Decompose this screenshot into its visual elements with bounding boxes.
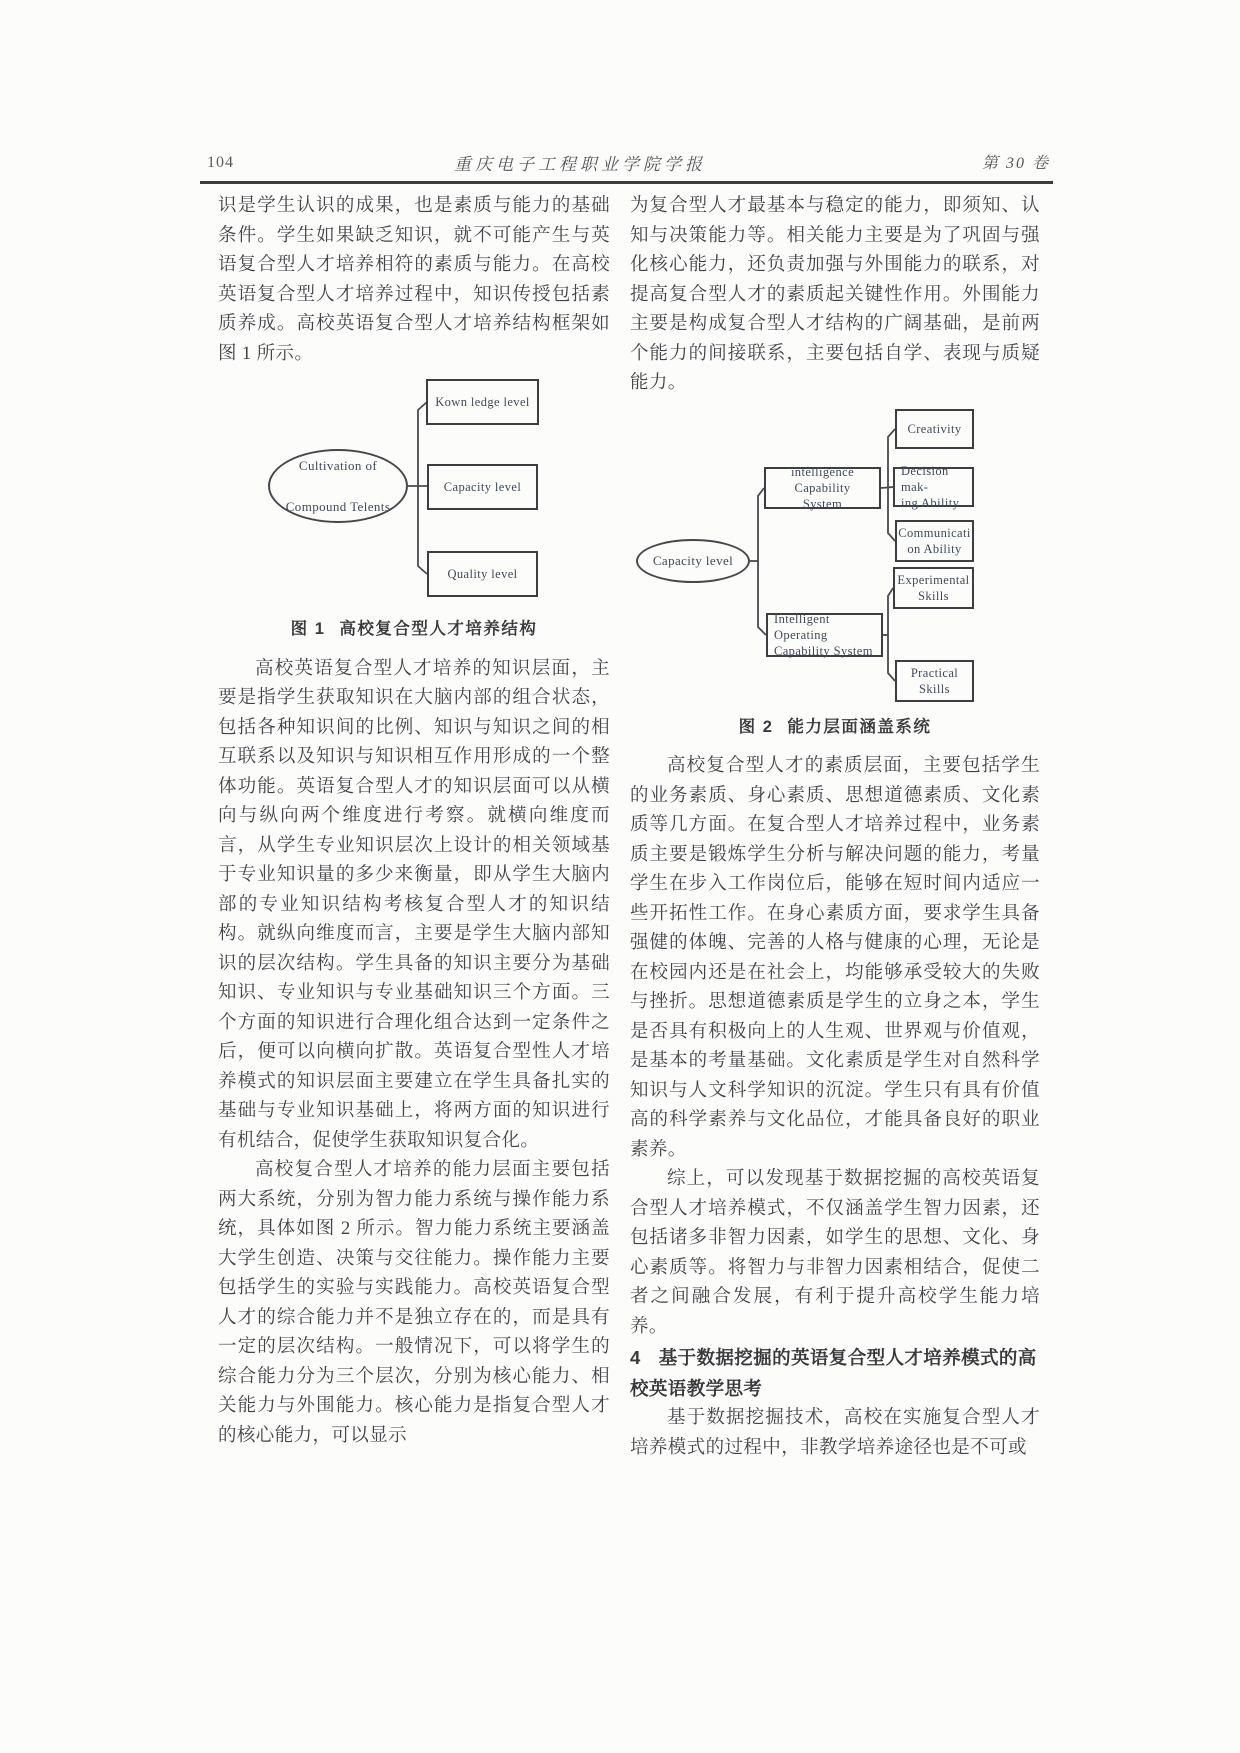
figure1-box-knowledge-level: Kown ledge level — [426, 379, 539, 425]
figure2-caption-text: 能力层面涵盖系统 — [787, 717, 932, 736]
right-column — [630, 192, 1040, 1463]
figure1-caption-text: 高校复合型人才培养结构 — [339, 620, 538, 638]
right-paragraph-1: 高校复合型人才的素质层面，主要包括学生的业务素质、身心素质、思想道德素质、文化素质等几方面。在复合型人才培养过程中，业务素质主要是锻炼学生分析与解决问题的能力，考量学生在步入工作岗位后，能够在短时间内适应一些开拓性工作。在身心素质方面，要求学生具备强健的体魄、完善的人格与健康的心理，无论是在校园内还是在社会上，均能够承受较大的失败与挫折。思想道德素质是学生的立身之本，学生是否具有积极向上的人生观、世界观与价值观，是基本的考量基础。文化素质是学生对自然科学知识与人文科学知识的沉淀。学生只有具有价值高的科学素养与文化品位，才能具备良好的职业素养。 — [630, 756, 1040, 1160]
figure2-decision-line2: ing Ability — [901, 495, 960, 510]
figure2-box-creativity: Creativity — [895, 409, 974, 449]
figure2-caption — [630, 713, 1040, 743]
figure-1 — [218, 375, 610, 607]
figure2-box-experimental-skills — [893, 567, 974, 609]
left-paragraph-2: 高校复合型人才培养的能力层面主要包括两大系统，分别为智力能力系统与操作能力系统，具体如图 2 所示。智力能力系统主要涵盖大学生创造、决策与交往能力。操作能力主要包括学生的实验与实践能力。高校英语复合型人才的综合能力并不是独立存在的，而是具有一定的层次结构。一般情况下，可以将学生的综合能力分为三个层次，分别为核心能力、相关能力与外围能力。核心能力是指复合型人才的核心能力，可以显示 — [218, 1160, 610, 1446]
figure1-ellipse-line2: Compound Telents — [285, 499, 391, 514]
figure2-box-communication-ability — [895, 520, 974, 562]
figure2-sys1-line2: System — [802, 496, 843, 511]
figure2-sys2-line2: Capability System — [774, 643, 873, 658]
right-paragraph-continued: 为复合型人才最基本与稳定的能力，即须知、认知与决策能力等。相关能力主要是为了巩固与强化核心能力，还负责加强与外围能力的联系，对提高复合型人才的素质起关键性作用。外围能力主要是构成复合型人才结构的广阔基础，是前两个能力的间接联系，主要包括自学、表现与质疑能力。 — [630, 196, 1040, 393]
figure2-communication-line1: Communicati — [898, 525, 971, 540]
figure2-experimental-line2: Skills — [918, 588, 949, 603]
figure2-caption-label: 图 2 — [738, 717, 774, 736]
page-number: 104 — [207, 154, 234, 171]
figure1-box-capacity-level: Capacity level — [427, 464, 538, 510]
section-4-title: 基于数据挖掘的英语复合型人才培养模式的高校英语教学思考 — [630, 1347, 1037, 1399]
figure2-sys1-line1: intelligence Capability — [790, 464, 855, 495]
figure1-ellipse-cultivation — [268, 449, 408, 523]
figure2-ellipse-capacity-level: Capacity level — [636, 539, 750, 583]
section-4-number: 4 — [630, 1347, 641, 1368]
left-paragraph-1: 高校英语复合型人才培养的知识层面，主要是指学生获取知识在大脑内部的组合状态，包括各种知识间的比例、知识与知识之间的相互联系以及知识与知识相互作用形成的一个整体功能。英语复合型人才的知识层面可以从横向与纵向两个维度进行考察。就横向维度而言，从学生专业知识层次上设计的相关领域基于专业知识量的多少来衡量，即从学生大脑内部的专业知识结构考核复合型人才的知识结构。就纵向维度而言，主要是学生大脑内部知识的层次结构。学生具备的知识主要分为基础知识、专业知识与专业基础知识三个方面。三个方面的知识进行合理化组合达到一定条件之后，便可以向横向扩散。英语复合型性人才培养模式的知识层面主要建立在学生具备扎实的基础与专业知识基础上，将两方面的知识进行有机结合，促使学生获取知识复合化。 — [218, 658, 610, 1151]
figure2-box-practical-skills: Practical Skills — [895, 660, 974, 702]
figure1-caption-label: 图 1 — [290, 620, 326, 638]
figure1-box-quality-level: Quality level — [427, 551, 538, 597]
figure1-caption — [218, 615, 610, 645]
left-paragraph-continued: 识是学生认识的成果，也是素质与能力的基础条件。学生如果缺乏知识，就不可能产生与英语复合型人才培养相符的素质与能力。在高校英语复合型人才培养过程中，知识传授包括素质养成。高校英语复合型人才培养结构框架如图 1 所示。 — [218, 196, 610, 364]
figure2-communication-line2: on Ability — [907, 541, 962, 556]
section-4-heading — [630, 1342, 1040, 1404]
figure2-box-intelligent-operating-capability-system — [766, 613, 883, 657]
volume-label: 第 30 卷 — [981, 155, 1050, 172]
figure2-decision-line1: Decision mak- — [901, 463, 949, 494]
figure2-box-intelligence-capability-system — [764, 464, 881, 511]
figure-2 — [630, 403, 1040, 705]
figure2-box-decision-making-ability — [893, 463, 974, 510]
figure2-experimental-line1: Experimental — [897, 572, 970, 587]
right-paragraph-3: 基于数据挖掘技术，高校在实施复合型人才培养模式的过程中，非教学培养途径也是不可或 — [630, 1408, 1040, 1458]
figure2-sys2-line1: Intelligent Operating — [774, 611, 830, 642]
figure1-ellipse-line1: Cultivation of — [298, 457, 378, 473]
header-rule — [200, 181, 1053, 184]
journal-title: 重庆电子工程职业学院学报 — [454, 155, 706, 174]
right-paragraph-2: 综上，可以发现基于数据挖掘的高校英语复合型人才培养模式，不仅涵盖学生智力因素，还包括诸多非智力因素，如学生的思想、文化、身心素质等。将智力与非智力因素相结合，促使二者之间融合发展，有利于提升高校学生能力培养。 — [630, 1169, 1040, 1337]
left-column — [218, 192, 610, 1451]
